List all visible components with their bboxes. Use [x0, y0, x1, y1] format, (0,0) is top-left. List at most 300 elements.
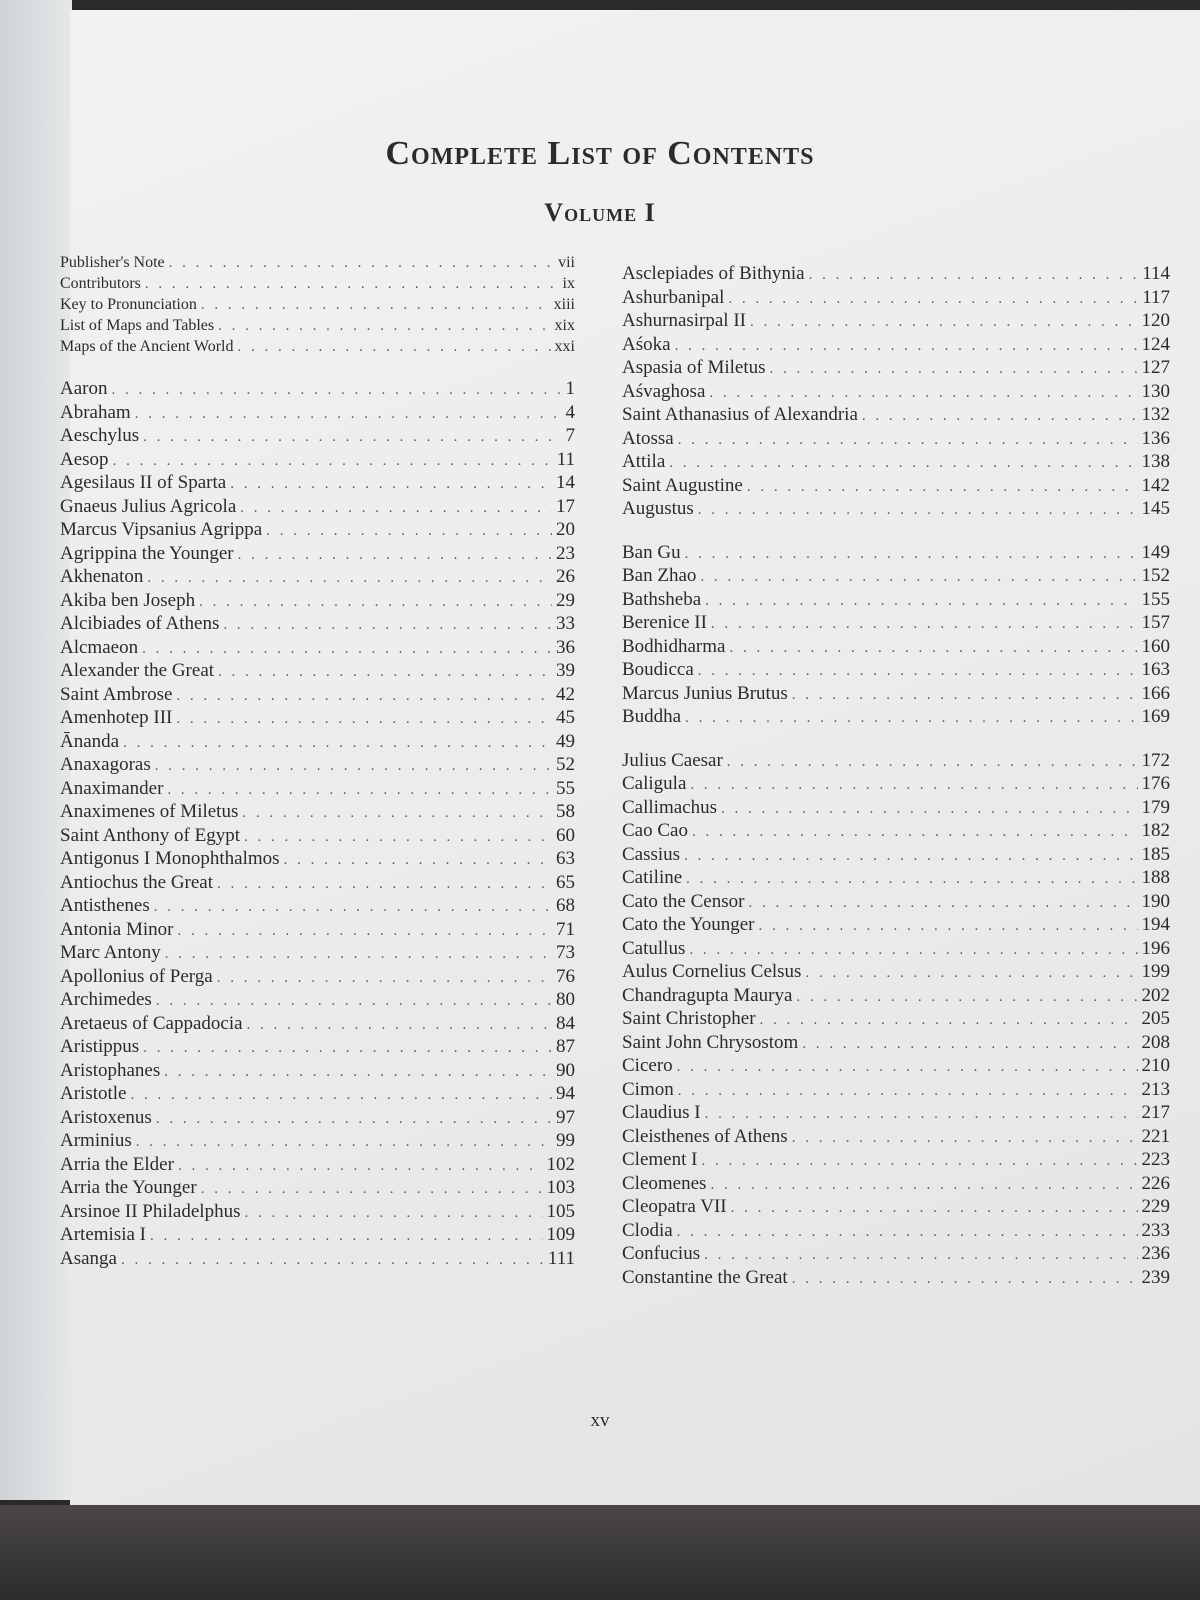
toc-entry: [622, 403, 1170, 427]
entry-page-number: 196: [1141, 937, 1170, 959]
toc-entry: [60, 495, 575, 519]
toc-entry: [622, 1172, 1170, 1196]
dot-leader: [217, 873, 552, 897]
entry-name: Aulus Cornelius Celsus: [622, 961, 802, 982]
toc-entry: [622, 611, 1170, 635]
entry-page-number: 182: [1141, 820, 1170, 841]
dot-leader: [150, 1225, 542, 1249]
entry-name: Aśvaghosa: [622, 380, 706, 402]
toc-entry: [622, 450, 1170, 474]
section-gap: [622, 729, 1170, 749]
dot-leader: [728, 288, 1138, 312]
entry-name: Anaximander: [60, 777, 164, 799]
entry-name: Alexander the Great: [60, 660, 215, 681]
entry-page-number: 213: [1141, 1078, 1170, 1100]
entry-name: Cato the Censor: [622, 890, 745, 912]
dot-leader: [685, 707, 1137, 731]
table-surface: [0, 1505, 1200, 1600]
entry-page-number: 176: [1141, 773, 1170, 794]
entry-page-number: 199: [1141, 961, 1170, 982]
entry-name: Arria the Younger: [60, 1177, 197, 1198]
entry-name: Bodhidharma: [622, 635, 726, 657]
entry-name: Aspasia of Miletus: [622, 357, 766, 378]
dot-leader: [802, 1033, 1137, 1057]
entry-group: [622, 749, 1170, 1290]
entry-page-number: xiii: [553, 296, 575, 313]
entry-name: Chandragupta Maurya: [622, 984, 793, 1006]
entry-name: Callimachus: [622, 796, 717, 818]
entry-page-number: 226: [1141, 1172, 1170, 1194]
entries-list-left: [60, 377, 575, 1270]
entry-page-number: 71: [556, 918, 575, 940]
toc-entry: [622, 427, 1170, 451]
entry-name: Agesilaus II of Sparta: [60, 472, 227, 493]
dot-leader: [266, 520, 552, 544]
entry-name: Aaron: [60, 378, 108, 399]
entry-name: Apollonius of Perga: [60, 965, 213, 987]
dot-leader: [678, 429, 1138, 453]
toc-entry: [60, 659, 575, 683]
dot-leader: [669, 452, 1137, 476]
entry-name: Contributors: [60, 275, 141, 292]
entry-page-number: 14: [556, 472, 575, 493]
toc-entry: [622, 819, 1170, 843]
entry-page-number: 166: [1141, 682, 1170, 704]
entry-page-number: 97: [556, 1106, 575, 1128]
entry-page-number: 111: [547, 1247, 575, 1269]
entry-name: Aretaeus of Cappadocia: [60, 1012, 243, 1034]
dot-leader: [223, 614, 552, 638]
entry-page-number: 157: [1141, 612, 1170, 633]
entry-name: Alcibiades of Athens: [60, 613, 220, 634]
entry-name: Attila: [622, 451, 666, 472]
entry-page-number: 55: [556, 777, 575, 799]
entry-name: Antisthenes: [60, 895, 150, 916]
dot-leader: [242, 802, 552, 826]
entry-name: Catiline: [622, 867, 683, 888]
toc-entry: [622, 1195, 1170, 1219]
entry-page-number: 138: [1141, 451, 1170, 472]
toc-entry: [60, 294, 575, 315]
entry-page-number: 127: [1141, 357, 1170, 378]
entry-page-number: 229: [1141, 1196, 1170, 1217]
entry-name: Asclepiades of Bithynia: [622, 263, 805, 284]
entry-name: Anaxagoras: [60, 754, 151, 775]
entry-name: Augustus: [622, 498, 694, 519]
entry-page-number: 103: [546, 1177, 575, 1198]
dot-leader: [238, 337, 551, 358]
entry-page-number: 87: [556, 1036, 575, 1057]
toc-entry: [622, 564, 1170, 588]
toc-entry: [622, 356, 1170, 380]
toc-entry: [622, 682, 1170, 706]
dot-leader: [686, 868, 1137, 892]
entry-name: Buddha: [622, 706, 682, 727]
entry-page-number: 11: [556, 448, 575, 470]
dot-leader: [792, 684, 1138, 708]
entry-page-number: 132: [1141, 404, 1170, 425]
toc-entry: [60, 636, 575, 660]
toc-entry: [622, 1054, 1170, 1078]
toc-entry: [60, 824, 575, 848]
entry-name: Clement I: [622, 1149, 698, 1170]
toc-entry: [622, 333, 1170, 357]
entry-page-number: 149: [1141, 541, 1170, 563]
entry-name: Gnaeus Julius Agricola: [60, 495, 237, 517]
dot-leader: [677, 1056, 1138, 1080]
toc-entry: [622, 1242, 1170, 1266]
toc-entry: [622, 541, 1170, 565]
dot-leader: [729, 637, 1137, 661]
dot-leader: [685, 543, 1138, 567]
toc-entry: [622, 749, 1170, 773]
toc-entry: [60, 589, 575, 613]
entry-page-number: xix: [554, 317, 575, 334]
toc-entry: [60, 1223, 575, 1247]
contents-column-right: [622, 262, 1170, 1289]
toc-entry: [60, 988, 575, 1012]
toc-entry: [60, 315, 575, 336]
entry-page-number: 188: [1141, 867, 1170, 888]
dot-leader: [701, 1150, 1137, 1174]
entry-name: Saint Ambrose: [60, 683, 173, 705]
dot-leader: [176, 708, 552, 732]
entry-name: Berenice II: [622, 612, 707, 633]
toc-entry: [60, 1035, 575, 1059]
dot-leader: [145, 274, 559, 295]
dot-leader: [698, 499, 1138, 523]
entry-page-number: 84: [556, 1012, 575, 1034]
toc-entry: [60, 847, 575, 871]
toc-entry: [622, 635, 1170, 659]
toc-entry: [60, 273, 575, 294]
dot-leader: [677, 1221, 1138, 1245]
entry-name: Agrippina the Younger: [60, 542, 234, 564]
entry-page-number: 185: [1141, 843, 1170, 865]
toc-entry: [60, 1247, 575, 1271]
entry-name: Saint John Chrysostom: [622, 1031, 799, 1053]
toc-entry: [622, 843, 1170, 867]
entry-page-number: 117: [1142, 286, 1170, 308]
entry-page-number: 52: [556, 754, 575, 775]
toc-entry: [622, 937, 1170, 961]
dot-leader: [705, 590, 1137, 614]
entry-name: Cicero: [622, 1055, 673, 1076]
entry-page-number: 60: [556, 824, 575, 846]
page-number: xv: [590, 1410, 610, 1431]
toc-entry: [60, 448, 575, 472]
toc-entry: [622, 1007, 1170, 1031]
toc-entry: [60, 1153, 575, 1177]
entry-name: Marcus Junius Brutus: [622, 682, 788, 704]
entry-page-number: 221: [1141, 1125, 1170, 1147]
entry-name: Aeschylus: [60, 425, 140, 446]
toc-entry: [60, 565, 575, 589]
entry-page-number: ix: [562, 275, 575, 292]
dot-leader: [747, 476, 1138, 500]
dot-leader: [230, 473, 552, 497]
entry-page-number: 136: [1141, 427, 1170, 449]
dot-leader: [690, 774, 1137, 798]
entry-name: Marc Antony: [60, 942, 161, 963]
dot-leader: [154, 896, 552, 920]
toc-entry: [60, 1176, 575, 1200]
entry-name: Cassius: [622, 843, 681, 865]
dot-leader: [748, 892, 1137, 916]
toc-entry: [622, 380, 1170, 404]
entry-page-number: 45: [556, 707, 575, 728]
toc-entry: [622, 1031, 1170, 1055]
entry-page-number: 63: [556, 848, 575, 869]
toc-entry: [60, 424, 575, 448]
dot-leader: [155, 755, 552, 779]
entry-page-number: 130: [1141, 380, 1170, 402]
entry-name: Aristoxenus: [60, 1106, 152, 1128]
entry-name: Cleopatra VII: [622, 1196, 727, 1217]
entry-page-number: 205: [1141, 1008, 1170, 1029]
entry-name: Claudius I: [622, 1102, 701, 1123]
entry-name: Key to Pronunciation: [60, 296, 197, 313]
entry-name: Archimedes: [60, 989, 152, 1010]
entry-name: Aesop: [60, 448, 109, 470]
entry-name: Arria the Elder: [60, 1153, 174, 1175]
toc-entry: [622, 1266, 1170, 1290]
entry-name: Ānanda: [60, 730, 120, 752]
dot-leader: [709, 382, 1137, 406]
entry-name: Anaximenes of Miletus: [60, 801, 239, 822]
dot-leader: [247, 1014, 552, 1038]
entry-page-number: 26: [556, 566, 575, 587]
dot-leader: [675, 335, 1138, 359]
dot-leader: [123, 732, 552, 756]
entry-name: Antiochus the Great: [60, 871, 214, 893]
entry-name: Alcmaeon: [60, 636, 139, 658]
entry-name: Ashurnasirpal II: [622, 310, 746, 331]
dot-leader: [131, 1084, 553, 1108]
toc-entry: [622, 890, 1170, 914]
contents-column-left: [60, 252, 575, 1270]
entry-name: Saint Christopher: [622, 1008, 756, 1029]
entry-name: Antonia Minor: [60, 918, 174, 940]
toc-entry: [622, 1219, 1170, 1243]
entry-page-number: 29: [556, 589, 575, 611]
toc-entry: [60, 965, 575, 989]
entry-name: Saint Anthony of Egypt: [60, 824, 240, 846]
entry-page-number: 152: [1141, 565, 1170, 586]
toc-entry: [60, 542, 575, 566]
toc-entry: [60, 777, 575, 801]
entry-name: Ban Zhao: [622, 565, 697, 586]
toc-entry: [622, 286, 1170, 310]
dot-leader: [111, 379, 561, 403]
toc-entry: [622, 1101, 1170, 1125]
toc-entry: [60, 730, 575, 754]
entry-page-number: 4: [565, 401, 575, 423]
entry-page-number: 17: [556, 495, 575, 517]
dot-leader: [113, 450, 553, 474]
volume-heading: Volume I: [544, 198, 656, 227]
entry-page-number: 7: [565, 425, 575, 446]
entry-page-number: xxi: [554, 338, 575, 355]
toc-entry: [622, 1148, 1170, 1172]
entry-page-number: 68: [556, 895, 575, 916]
toc-entry: [622, 772, 1170, 796]
dot-leader: [809, 264, 1139, 288]
entry-name: Aśoka: [622, 333, 671, 355]
dot-leader: [199, 591, 552, 615]
dot-leader: [142, 638, 552, 662]
entry-name: Akiba ben Joseph: [60, 589, 196, 611]
dot-leader: [244, 1202, 542, 1226]
entry-page-number: 239: [1141, 1266, 1170, 1288]
dot-leader: [727, 751, 1138, 775]
entry-name: Arsinoe II Philadelphus: [60, 1200, 241, 1222]
dot-leader: [165, 943, 552, 967]
entry-page-number: 145: [1141, 498, 1170, 519]
toc-entry: [622, 796, 1170, 820]
entry-name: Publisher's Note: [60, 254, 165, 271]
entry-page-number: 223: [1141, 1149, 1170, 1170]
toc-entry: [60, 336, 575, 357]
dot-leader: [792, 1268, 1138, 1292]
entry-name: Amenhotep III: [60, 707, 173, 728]
dot-leader: [792, 1127, 1138, 1151]
entry-page-number: 202: [1141, 984, 1170, 1006]
entry-name: Boudicca: [622, 659, 694, 680]
toc-entry: [60, 800, 575, 824]
entry-page-number: 73: [556, 942, 575, 963]
dot-leader: [167, 779, 552, 803]
toc-entry: [622, 913, 1170, 937]
entry-page-number: 120: [1141, 310, 1170, 331]
dot-leader: [169, 253, 554, 274]
dot-leader: [218, 316, 550, 337]
toc-entry: [622, 262, 1170, 286]
toc-entry: [60, 518, 575, 542]
toc-entry: [622, 705, 1170, 729]
entry-page-number: 114: [1142, 263, 1170, 284]
entry-page-number: 236: [1141, 1243, 1170, 1264]
entry-name: Saint Augustine: [622, 474, 743, 496]
toc-entry: [622, 1078, 1170, 1102]
section-gap: [622, 521, 1170, 541]
dot-leader: [156, 1108, 552, 1132]
entry-name: Cleomenes: [622, 1172, 707, 1194]
entry-page-number: 42: [556, 683, 575, 705]
entry-name: Abraham: [60, 401, 131, 423]
entry-name: Clodia: [622, 1219, 673, 1241]
toc-entry: [60, 683, 575, 707]
entry-page-number: 190: [1141, 890, 1170, 912]
entry-name: Aristippus: [60, 1036, 140, 1057]
section-gap: [60, 357, 575, 377]
entry-page-number: 90: [556, 1059, 575, 1081]
entry-page-number: 20: [556, 519, 575, 540]
dot-leader: [805, 962, 1137, 986]
dot-leader: [121, 1249, 544, 1273]
toc-entry: [60, 471, 575, 495]
dot-leader: [217, 967, 552, 991]
entry-page-number: 217: [1141, 1102, 1170, 1123]
entry-page-number: 102: [546, 1153, 575, 1175]
entry-page-number: 142: [1141, 474, 1170, 496]
toc-entry: [60, 612, 575, 636]
toc-entry: [60, 1129, 575, 1153]
dot-leader: [143, 1037, 552, 1061]
toc-entry: [60, 706, 575, 730]
toc-entry: [622, 1125, 1170, 1149]
entry-page-number: 172: [1141, 749, 1170, 771]
entry-name: Confucius: [622, 1243, 701, 1264]
dot-leader: [796, 986, 1137, 1010]
entry-page-number: 179: [1141, 796, 1170, 818]
entry-name: Marcus Vipsanius Agrippa: [60, 519, 263, 540]
dot-leader: [147, 567, 552, 591]
entry-group: [622, 541, 1170, 729]
entry-name: Ashurbanipal: [622, 286, 725, 308]
dot-leader: [750, 311, 1138, 335]
entry-name: Aristotle: [60, 1083, 127, 1104]
dot-leader: [760, 1009, 1138, 1033]
toc-entry: [60, 918, 575, 942]
entry-name: Saint Athanasius of Alexandria: [622, 404, 858, 425]
entry-name: Ban Gu: [622, 541, 681, 563]
toc-entry: [622, 474, 1170, 498]
dot-leader: [704, 1244, 1137, 1268]
dot-leader: [164, 1061, 552, 1085]
toc-entry: [60, 894, 575, 918]
entry-page-number: 23: [556, 542, 575, 564]
dot-leader: [156, 990, 552, 1014]
dot-leader: [770, 358, 1138, 382]
toc-entry: [60, 871, 575, 895]
dot-leader: [143, 426, 561, 450]
entry-name: Cleisthenes of Athens: [622, 1125, 788, 1147]
toc-entry: [622, 588, 1170, 612]
entry-page-number: 76: [556, 965, 575, 987]
entry-page-number: 105: [546, 1200, 575, 1222]
dot-leader: [711, 613, 1138, 637]
entry-name: Julius Caesar: [622, 749, 723, 771]
entry-name: Artemisia I: [60, 1224, 147, 1245]
entry-page-number: 58: [556, 801, 575, 822]
entry-page-number: 109: [546, 1224, 575, 1245]
dot-leader: [705, 1103, 1138, 1127]
dot-leader: [684, 845, 1137, 869]
entry-page-number: 65: [556, 871, 575, 893]
entry-page-number: 124: [1141, 333, 1170, 355]
entry-name: Caligula: [622, 773, 687, 794]
entry-name: Cao Cao: [622, 820, 688, 841]
toc-entry: [622, 497, 1170, 521]
entry-page-number: 210: [1141, 1055, 1170, 1076]
dot-leader: [731, 1197, 1138, 1221]
toc-entry: [622, 309, 1170, 333]
dot-leader: [201, 1178, 543, 1202]
toc-entry: [60, 941, 575, 965]
entry-name: Aristophanes: [60, 1059, 161, 1081]
toc-entry: [60, 1082, 575, 1106]
dot-leader: [710, 1174, 1137, 1198]
entry-page-number: 163: [1141, 659, 1170, 680]
entry-page-number: 169: [1141, 706, 1170, 727]
entry-name: Catullus: [622, 937, 686, 959]
entry-name: Antigonus I Monophthalmos: [60, 848, 280, 869]
toc-entry: [60, 1012, 575, 1036]
dot-leader: [244, 826, 552, 850]
entry-name: Cimon: [622, 1078, 674, 1100]
entry-page-number: 39: [556, 660, 575, 681]
